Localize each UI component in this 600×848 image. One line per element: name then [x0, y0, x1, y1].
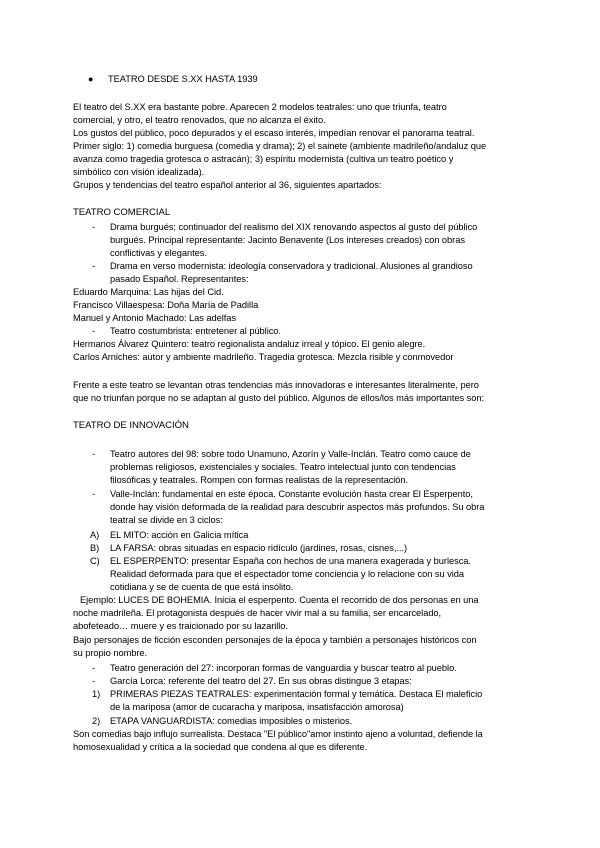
cycle-marker: C)	[90, 556, 100, 566]
representative-line: Hermanos Álvarez Quintero: teatro regionalista andaluz irreal y tópico. El genio alegre.	[73, 339, 426, 349]
representative-line: Eduardo Marquina: Las hijas del Cid.	[73, 287, 224, 297]
transition-line: que no triunfan porque no se adaptan al gusto del público. Algunos de ellos/los más importantes son:	[73, 393, 485, 403]
intro-line: El teatro del S.XX era bastante pobre. Aparecen 2 modelos teatrales: uno que triunfa, teatro	[73, 102, 447, 112]
dash-marker: -	[92, 489, 96, 499]
dash-marker: -	[92, 222, 96, 232]
list-item-line: conflictivas y elegantes.	[110, 248, 207, 258]
list-item-line: Teatro costumbrista: entretener al público.	[110, 326, 281, 336]
representative-line: Francisco Villaespesa: Doña María de Padilla	[73, 300, 259, 310]
list-item-line: filosóficas y teatrales. Rompen con formas realistas de la representación.	[110, 475, 409, 485]
cycle-marker: B)	[90, 543, 100, 553]
stage-marker: 1)	[92, 689, 101, 699]
list-item-line: Drama en verso modernista: ideología conservadora y tradicional. Alusiones al grandioso	[110, 261, 473, 271]
stage-line: PRIMERAS PIEZAS TEATRALES: experimentación formal y temática. Destaca El maleficio	[110, 689, 483, 699]
example-line: abofeteado… muere y es traicionado por su lazarillo.	[73, 621, 288, 631]
stage-line: de la mariposa (amor de cucaracha y mariposa, insatisfacción amorosa)	[110, 702, 404, 712]
list-item-line: burgués. Principal representante: Jacinto Benavente (Los intereses creados) con obras	[110, 235, 465, 245]
list-item-line: donde hay visión deformada de la realidad para descubrir aspectos más profundos. Su obra	[110, 502, 485, 512]
note-line: su propio nombre.	[73, 648, 148, 658]
list-item-line: Valle-Inclán: fundamental en este época. Constante evolución hasta crear El Esperpento,	[110, 489, 473, 499]
intro-line: comercial, y otro, el teatro renovados, que no alcanza el éxito.	[73, 115, 326, 125]
section-heading-innovacion: TEATRO DE INNOVACIÓN	[73, 420, 189, 431]
transition-line: Frente a este teatro se levantan otras tendencias más innovadoras e interesantes literalmente, pero	[73, 380, 479, 390]
example-line: Ejemplo: LUCES DE BOHEMIA. Inicia el esperpento. Cuenta el recorrido de dos personas en una	[80, 595, 479, 605]
representative-line: Manuel y Antonio Machado: Las adelfas	[73, 313, 237, 323]
cycle-line: EL MITO: acción en Galicia mítica	[110, 530, 249, 540]
stage-marker: 2)	[92, 716, 101, 726]
cycle-marker: A)	[90, 530, 100, 540]
cycle-line: Realidad deformada para que el espectador tome conciencia y lo relacione con su vida	[110, 569, 464, 579]
list-item-line: Teatro generación del 27: incorporan formas de vanguardia y buscar teatro al pueblo.	[110, 663, 457, 673]
list-item-line: Drama burgués; continuador del realismo del XIX renovando aspectos al gusto del público	[110, 222, 478, 232]
dash-marker: -	[92, 449, 96, 459]
cycle-line: EL ESPERPENTO: presentar España con hechos de una manera exagerada y burlesca.	[110, 556, 471, 566]
list-item-line: teatral se divide en 3 ciclos:	[110, 515, 223, 525]
intro-line: Grupos y tendencias del teatro español anterior al 36, siguientes apartados:	[73, 180, 382, 190]
closing-line: Son comedias bajo influjo surrealista. Destaca "El público"amor instinto ajeno a voluntad, defiende la	[73, 729, 483, 739]
intro-line: Primer siglo: 1) comedia burguesa (comedia y drama); 2) el sainete (ambiente madrileño/andaluz que	[73, 141, 487, 151]
cycle-line: cotidiana y se de cuenta de que está insólito.	[110, 582, 294, 592]
dash-marker: -	[92, 663, 96, 673]
list-item-line: problemas religiosos, existenciales y sociales. Teatro intelectual junto con tendencias	[110, 462, 456, 472]
section-heading-comercial: TEATRO COMERCIAL	[73, 207, 171, 218]
bullet-icon: ●	[88, 74, 94, 84]
cycle-line: LA FARSA: obras situadas en espacio ridículo (jardines, rosas, cisnes,...)	[110, 543, 408, 553]
dash-marker: -	[92, 326, 96, 336]
example-line: noche madrileña. El protagonista después de hacer vivir mal a su familia, ser encarcelado,	[73, 608, 442, 618]
representative-line: Carlos Arniches: autor y ambiente madrileño. Tragedia grotesca. Mezcla risible y conmovedor	[73, 352, 454, 362]
list-item-line: pasado Español. Representantes:	[110, 274, 249, 284]
list-item-line: Teatro autores del 98: sobre todo Unamuno, Azorín y Valle-Inclán. Teatro como cauce de	[110, 449, 471, 459]
note-line: Bajo personajes de ficción esconden personajes de la época y también a personajes históricos con	[73, 635, 477, 645]
list-item-line: García Lorca: referente del teatro del 27. En sus obras distingue 3 etapas:	[110, 676, 412, 686]
main-title: TEATRO DESDE S.XX HASTA 1939	[108, 74, 258, 84]
dash-marker: -	[92, 676, 96, 686]
intro-line: avanza como tragedia grotesca o astracán); 3) espíritu modernista (cultiva un teatro poético y	[73, 154, 454, 164]
closing-line: homosexualidad y crítica a la sociedad que condena al que es diferente.	[73, 742, 368, 752]
intro-line: simbólico con visión idealizada).	[73, 167, 205, 177]
stage-line: ETAPA VANGUARDISTA: comedias imposibles o misterios.	[110, 716, 353, 726]
dash-marker: -	[92, 261, 96, 271]
intro-line: Los gustos del público, poco depurados y el escaso interés, impedían renovar el panorama teatral.	[73, 128, 475, 138]
